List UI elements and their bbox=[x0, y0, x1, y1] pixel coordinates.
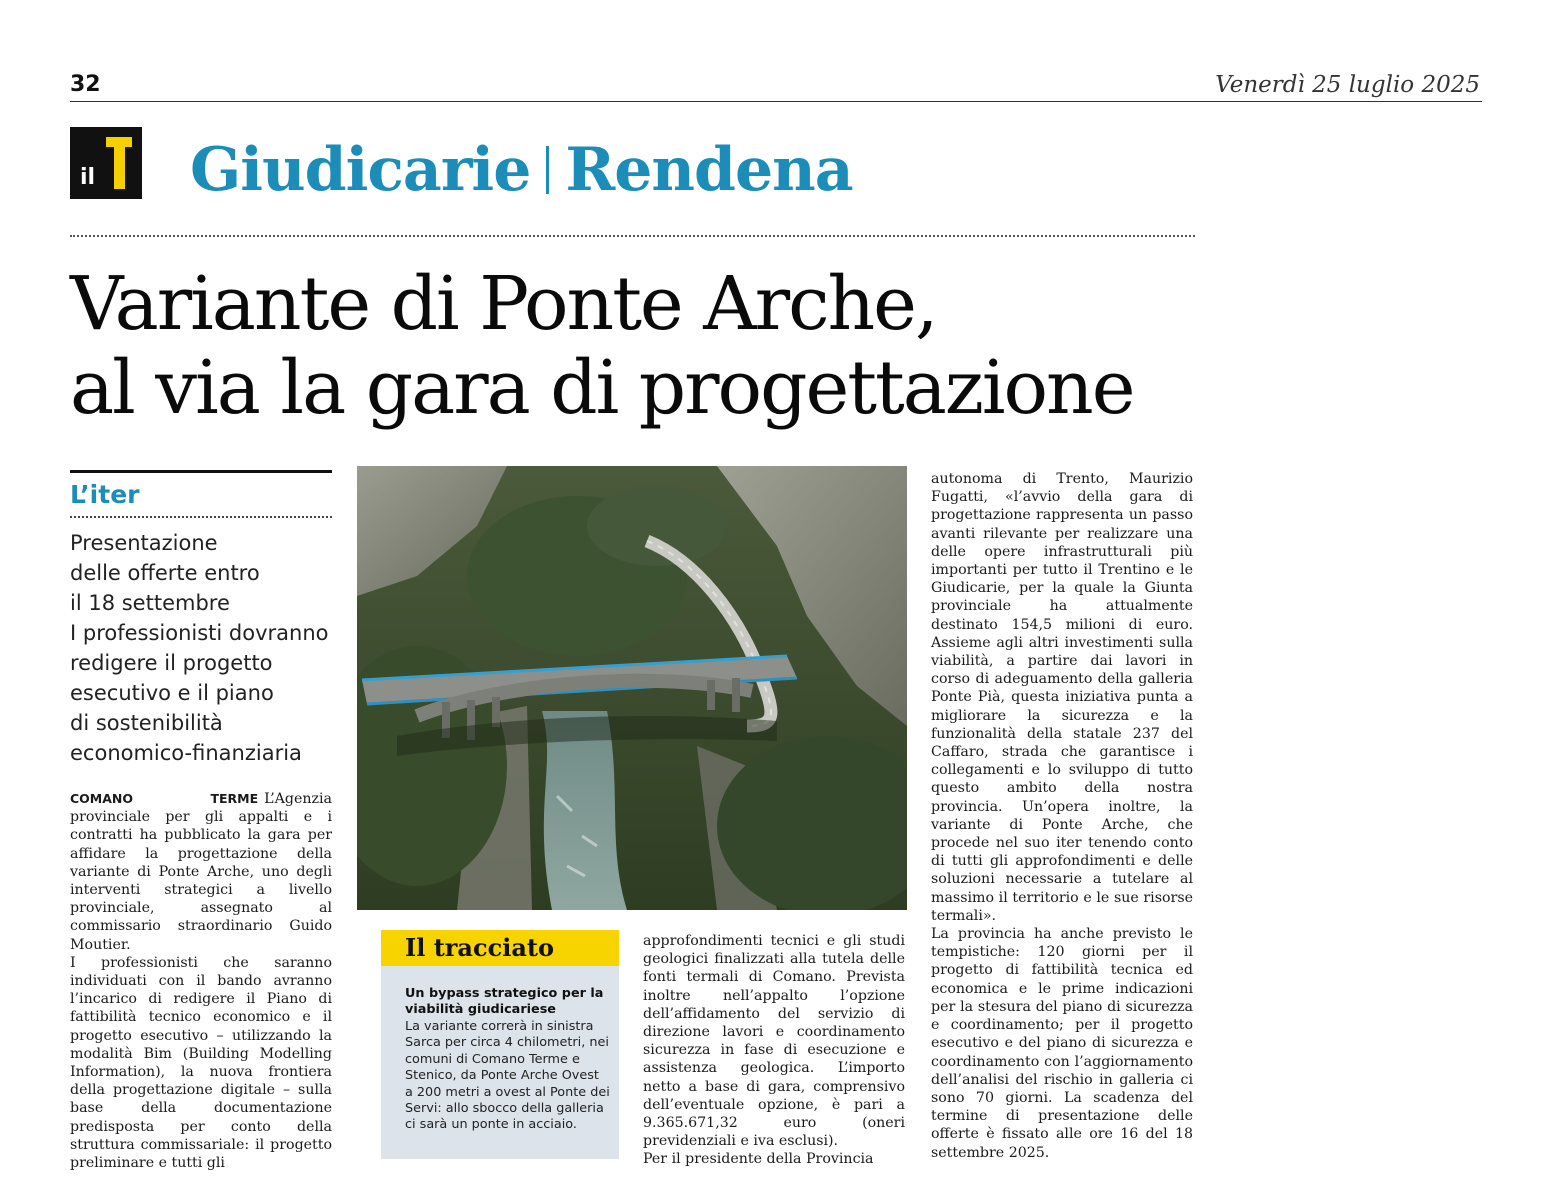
sidebar-summary bbox=[70, 528, 345, 768]
info-box-title: Il tracciato bbox=[405, 933, 554, 962]
sidebar-top-rule bbox=[70, 470, 332, 473]
sidebar-line: I professionisti dovranno bbox=[70, 621, 329, 645]
newspaper-logo bbox=[70, 127, 142, 199]
sidebar-divider bbox=[70, 516, 332, 518]
logo-text: il bbox=[80, 165, 96, 190]
page-date: Venerdì 25 luglio 2025 bbox=[1215, 72, 1480, 98]
headline-line-1: Variante di Ponte Arche, bbox=[70, 261, 937, 347]
headline bbox=[70, 262, 1270, 430]
dateline: COMANO TERME bbox=[70, 791, 259, 806]
section-title bbox=[190, 135, 853, 205]
header-rule bbox=[70, 101, 1482, 102]
article-paragraph: I professionisti che saranno individuati con il bando avranno l’incarico di redigere il Piano di fattibilità tecnico economico e il progetto esecutivo – utilizzando la modalità Bim (Building Modelling Information), la nuova frontiera della progettazione digitale – sulla base della documentazione predisposta per conto della struttura commissariale: il progetto preliminare e tutti gli bbox=[70, 954, 332, 1172]
article-paragraph: La provincia ha anche previsto le tempistiche: 120 giorni per il progetto di fattibilità tecnica ed economica e le prime indicazioni per la stesura del piano di sicurezza e coordinamento; per il progetto esecutivo e del piano di sicurezza e coordinamento con l’aggiornamento dell’analisi del rischio in galleria ci sono 70 giorni. La scadenza del termine di presentazione delle offerte è fissato alle ore 16 del 18 settembre 2025. bbox=[931, 926, 1193, 1161]
article-paragraph: autonoma di Trento, Maurizio Fugatti, «l’avvio della gara di progettazione rappresenta un passo avanti rilevante per realizzare una delle opere infrastrutturali più importanti per tutto il Trentino e le Giudicarie, per la quale la Giunta provinciale ha attualmente destinato 154,5 milioni di euro. Assieme agli altri investimenti sulla viabilità, a partire dai lavori in corso di adeguamento della galleria Ponte Pià, questa iniziativa punta a migliorare la sicurezza e la funzionalità della statale 237 del Caffaro, strada che garantisce i collegamenti e lo sviluppo di tutto questo ambito della nostra provincia. Un’opera inoltre, la variante di Ponte Arche, che procede nel suo iter tenendo conto di tutti gli approfondimenti e delle soluzioni necessarie a tutelare al massimo il territorio e le sue risorse termali». bbox=[931, 471, 1193, 924]
sidebar-line: economico-finanziaria bbox=[70, 741, 302, 765]
sidebar-label: L’iter bbox=[70, 480, 140, 509]
article-column-3 bbox=[643, 932, 905, 1169]
section-separator bbox=[546, 146, 549, 194]
article-column-1 bbox=[70, 790, 332, 1172]
headline-line-2: al via la gara di progettazione bbox=[70, 345, 1134, 431]
article-paragraph: Per il presidente della Provincia bbox=[643, 1151, 874, 1168]
article-paragraph: approfondimenti tecnici e gli studi geologici finalizzati alla tutela delle fonti termali di Comano. Prevista inoltre nell’appalto l’opzione dell’affidamento del servizio di direzione lavori e coordinamento sicurezza in fase di esecuzione e assistenza geologica. L’importo netto a base di gara, comprensivo dell’eventuale opzione, è pari a 9.365.671,32 euro (oneri previdenziali e iva esclusi). bbox=[643, 933, 905, 1150]
section-right: Rendena bbox=[565, 135, 853, 205]
paragraph-text: L’Agenzia provinciale per gli appalti e i contratti ha pubblicato la gara per affidare la progettazione della variante di Ponte Arche, uno degli interventi strategici a livello provinciale, assegnato al commissario straordinario Guido Moutier. bbox=[70, 791, 332, 953]
info-box-text: La variante correrà in sinistra Sarca per circa 4 chilometri, nei comuni di Comano Terme e Stenico, da Ponte Arche Ovest a 200 metri a ovest al Ponte dei Servi: allo sbocco della galleria ci sarà un ponte in acciaio. bbox=[405, 1019, 610, 1133]
info-box bbox=[381, 930, 619, 1159]
page-number: 32 bbox=[70, 72, 101, 97]
sidebar-line: Presentazione bbox=[70, 531, 218, 555]
section-left: Giudicarie bbox=[190, 135, 531, 205]
logo-t-stem bbox=[114, 137, 125, 189]
sidebar-line: di sostenibilità bbox=[70, 711, 223, 735]
sidebar-line: il 18 settembre bbox=[70, 591, 230, 615]
sidebar-line: redigere il progetto bbox=[70, 651, 273, 675]
info-box-subtitle: Un bypass strategico per la viabilità giudicariese bbox=[405, 986, 604, 1017]
section-divider bbox=[70, 235, 1195, 237]
article-column-4 bbox=[931, 470, 1193, 1162]
sidebar-line: esecutivo e il piano bbox=[70, 681, 274, 705]
sidebar-line: delle offerte entro bbox=[70, 561, 260, 585]
bridge-photo bbox=[357, 466, 907, 910]
article-paragraph bbox=[70, 790, 332, 954]
